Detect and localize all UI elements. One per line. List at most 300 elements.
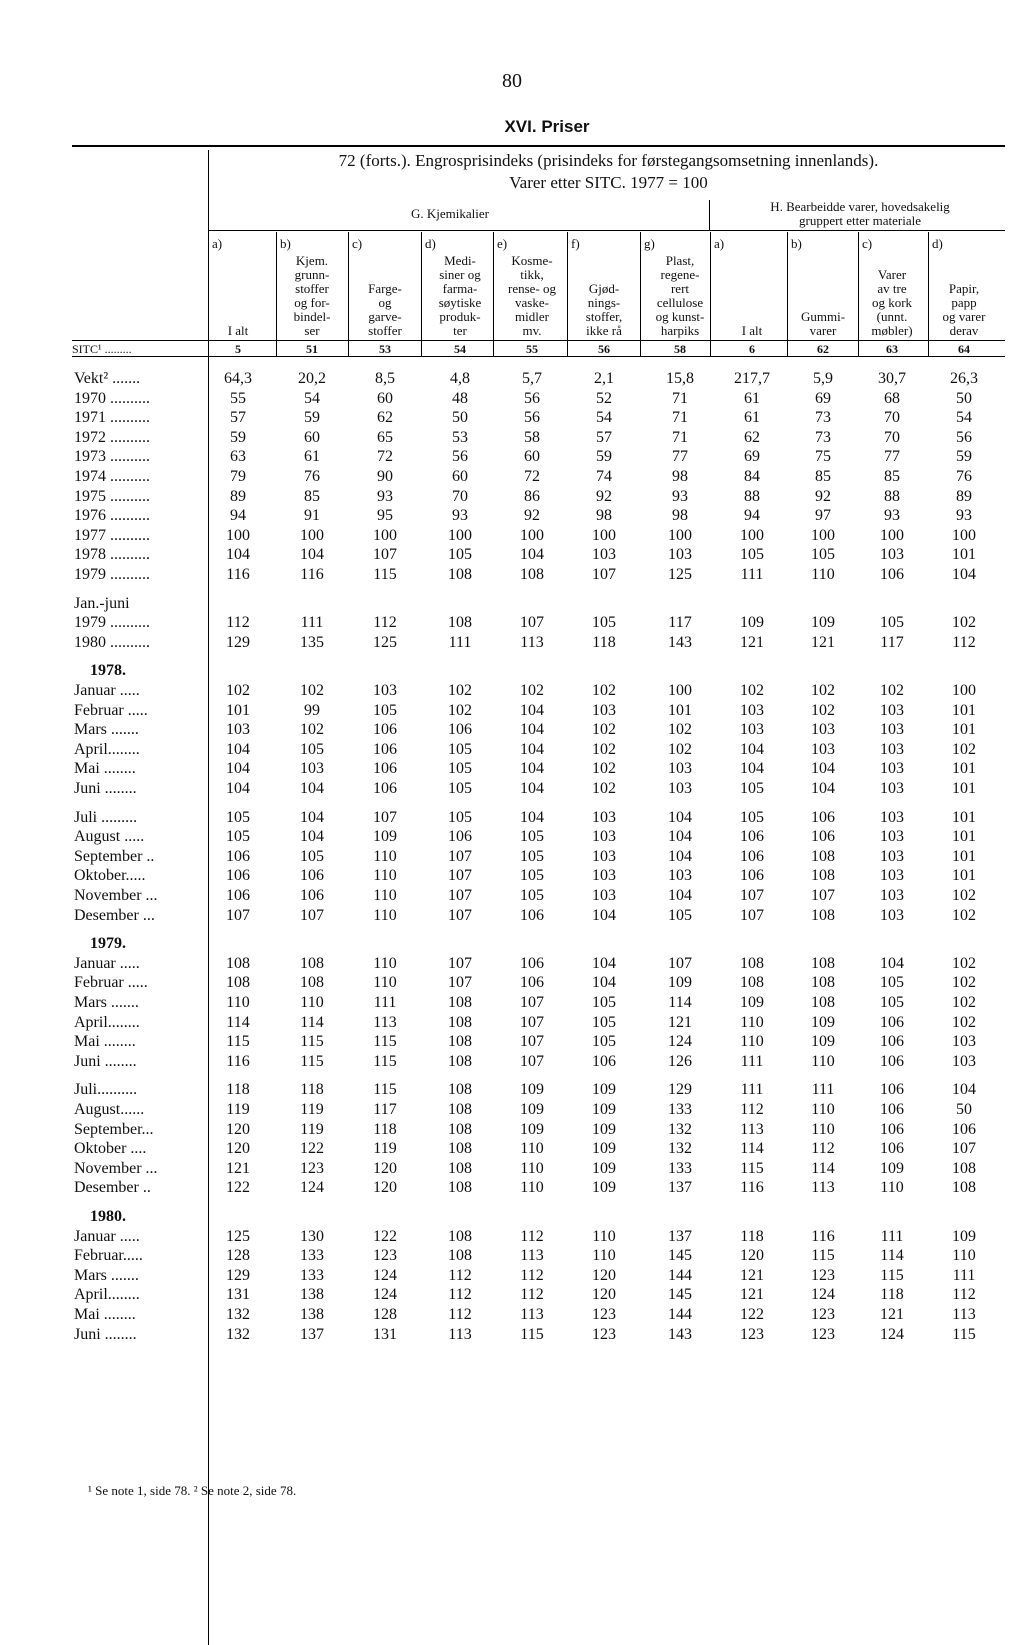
- table-cell: 107: [448, 867, 472, 885]
- table-cell: 105: [592, 614, 616, 632]
- table-cell: 110: [592, 1227, 616, 1245]
- table-cell: 110: [811, 1120, 835, 1138]
- table-cell: 102: [952, 906, 976, 924]
- table-cell: 110: [811, 566, 835, 583]
- table-cell: 110: [740, 1033, 764, 1051]
- table-cell: 110: [811, 1052, 835, 1070]
- table-cell: 121: [740, 1286, 764, 1304]
- table-cell: 110: [226, 994, 250, 1011]
- table-cell: 113: [520, 1306, 544, 1323]
- table-cell: 108: [448, 1227, 472, 1245]
- table-cell: 61: [744, 409, 760, 427]
- column-header-line: I alt: [227, 323, 249, 338]
- table-cell: 114: [811, 1159, 835, 1177]
- table-cell: 133: [668, 1159, 692, 1177]
- table-cell: 112: [520, 1227, 544, 1245]
- table-cell: 109: [811, 1033, 835, 1051]
- table-cell: 108: [740, 954, 764, 972]
- column-header-line: og for-: [294, 295, 330, 310]
- table-cell: 125: [373, 633, 397, 651]
- table-cell: 111: [300, 614, 324, 632]
- table-cell: 104: [952, 1081, 976, 1099]
- column-header: [926, 282, 1002, 338]
- table-cell: 108: [811, 847, 835, 865]
- table-cell: 97: [815, 507, 831, 525]
- table-cell: 145: [668, 1247, 692, 1265]
- row-label: Oktober ....: [74, 1140, 147, 1158]
- table-cell: 103: [880, 808, 904, 826]
- table-cell: 101: [952, 701, 976, 719]
- table-cell: 115: [811, 1247, 835, 1265]
- table-cell: 105: [520, 867, 544, 885]
- column-header-line: regene-: [660, 267, 700, 282]
- table-cell: 61: [744, 389, 760, 407]
- table-cell: 56: [452, 448, 468, 466]
- table-cell: 108: [226, 974, 250, 992]
- table-cell: 118: [740, 1227, 764, 1245]
- table-cell: 112: [811, 1140, 835, 1158]
- row-label: Juli..........: [74, 1081, 138, 1099]
- column-header-line: farma-: [442, 281, 478, 296]
- table-cell: 93: [377, 487, 393, 505]
- table-cell: 55: [230, 389, 246, 407]
- table-cell: 88: [884, 487, 900, 505]
- table-cell: 143: [668, 1325, 692, 1343]
- table-cell: 117: [668, 614, 692, 632]
- table-cell: 50: [956, 389, 972, 407]
- footnote: ¹ Se note 1, side 78. ² Se note 2, side 78.: [88, 1483, 297, 1498]
- column-code: 55: [526, 342, 538, 356]
- table-cell: 103: [952, 1033, 976, 1051]
- column-header-line: og: [378, 295, 392, 310]
- table-cell: 105: [226, 828, 250, 846]
- table-cell: 106: [448, 721, 472, 739]
- table-cell: 26,3: [950, 370, 978, 387]
- column-code: 63: [886, 342, 898, 356]
- table-cell: 107: [373, 546, 397, 564]
- table-title-line2: Varer etter SITC. 1977 = 100: [509, 173, 708, 192]
- table-cell: 59: [956, 448, 972, 466]
- table-cell: 108: [448, 1120, 472, 1138]
- column-header: [422, 254, 498, 338]
- sitc-label: SITC¹ .........: [72, 342, 132, 356]
- table-cell: 104: [668, 887, 692, 904]
- table-cell: 119: [300, 1120, 324, 1138]
- table-cell: 104: [520, 780, 544, 797]
- table-cell: 103: [668, 546, 692, 564]
- table-cell: 106: [880, 1052, 904, 1070]
- table-cell: 128: [373, 1306, 397, 1323]
- row-label: Mars .......: [74, 721, 139, 739]
- table-cell: 115: [373, 1033, 397, 1051]
- table-cell: 104: [811, 760, 835, 778]
- table-cell: 106: [373, 721, 397, 739]
- table-cell: 104: [226, 780, 250, 797]
- table-cell: 112: [740, 1101, 764, 1118]
- table-cell: 73: [815, 428, 831, 446]
- table-cell: 103: [880, 780, 904, 797]
- table-cell: 129: [668, 1081, 692, 1099]
- table-cell: 108: [448, 614, 472, 632]
- table-cell: 59: [304, 409, 320, 427]
- table-cell: 120: [592, 1286, 616, 1304]
- table-cell: 110: [520, 1179, 544, 1197]
- table-cell: 106: [811, 828, 835, 846]
- table-cell: 5,7: [522, 370, 542, 387]
- table-cell: 100: [373, 526, 397, 544]
- table-cell: 105: [880, 994, 904, 1011]
- table-cell: 118: [880, 1286, 904, 1304]
- table-cell: 106: [880, 566, 904, 583]
- table-cell: 109: [880, 1159, 904, 1177]
- column-header-line: siner og: [439, 267, 481, 282]
- table-cell: 128: [226, 1247, 250, 1265]
- table-cell: 72: [377, 448, 393, 466]
- table-cell: 109: [952, 1227, 976, 1245]
- table-cell: 110: [373, 906, 397, 924]
- table-cell: 105: [740, 780, 764, 797]
- table-cell: 104: [668, 847, 692, 865]
- table-cell: 102: [952, 974, 976, 992]
- column-header-line: Farge-: [368, 281, 402, 296]
- row-label: Jan.-juni: [74, 594, 130, 612]
- column-code: 58: [674, 342, 686, 356]
- table-cell: 109: [592, 1120, 616, 1138]
- row-label: Februar.....: [74, 1247, 143, 1265]
- table-cell: 102: [592, 740, 616, 758]
- table-cell: 110: [520, 1140, 544, 1158]
- table-cell: 70: [452, 487, 468, 505]
- table-cell: 94: [230, 507, 246, 525]
- table-cell: 137: [300, 1325, 324, 1343]
- column-header-line: stoffer: [295, 281, 329, 296]
- table-cell: 109: [811, 614, 835, 632]
- table-cell: 109: [592, 1101, 616, 1118]
- table-cell: 104: [668, 808, 692, 826]
- table-cell: 104: [740, 760, 764, 778]
- table-cell: 122: [300, 1140, 324, 1158]
- table-cell: 103: [373, 682, 397, 699]
- table-cell: 109: [592, 1159, 616, 1177]
- group-g-heading: G. Kjemikalier: [411, 206, 489, 221]
- column-header-line: grunn-: [294, 267, 330, 282]
- row-label: 1974 ..........: [74, 468, 150, 485]
- table-cell: 122: [740, 1306, 764, 1323]
- table-cell: 106: [740, 867, 764, 885]
- row-label: Juli .........: [74, 808, 138, 826]
- table-cell: 74: [596, 468, 612, 485]
- table-cell: 103: [880, 887, 904, 904]
- table-cell: 123: [740, 1325, 764, 1343]
- table-cell: 109: [520, 1081, 544, 1099]
- table-cell: 109: [592, 1179, 616, 1197]
- column-header-line: bindel-: [293, 309, 331, 324]
- column-letter: a): [714, 236, 725, 251]
- table-cell: 114: [668, 994, 692, 1011]
- table-cell: 109: [668, 974, 692, 992]
- row-label: Januar .....: [74, 954, 140, 972]
- table-cell: 101: [226, 701, 250, 719]
- row-label: Juni ........: [74, 780, 137, 797]
- table-cell: 107: [592, 566, 616, 583]
- table-cell: 107: [448, 906, 472, 924]
- table-cell: 53: [452, 428, 468, 446]
- table-cell: 69: [744, 448, 760, 466]
- table-cell: 60: [304, 428, 320, 446]
- table-cell: 102: [952, 954, 976, 972]
- table-cell: 106: [740, 847, 764, 865]
- table-cell: 54: [304, 389, 320, 407]
- table-cell: 59: [230, 428, 246, 446]
- table-cell: 104: [952, 566, 976, 583]
- table-cell: 113: [952, 1306, 976, 1323]
- table-cell: 126: [668, 1052, 692, 1070]
- header-rule: [72, 340, 1005, 341]
- table-cell: 93: [672, 487, 688, 505]
- table-cell: 110: [373, 887, 397, 904]
- table-cell: 105: [811, 546, 835, 564]
- table-cell: 103: [668, 780, 692, 797]
- column-header-line: cellulose: [656, 295, 704, 310]
- table-cell: 105: [880, 974, 904, 992]
- table-cell: 103: [592, 808, 616, 826]
- column-header-line: Kjem.: [295, 253, 329, 268]
- table-cell: 103: [592, 887, 616, 904]
- table-cell: 105: [448, 760, 472, 778]
- table-cell: 110: [740, 1013, 764, 1031]
- table-cell: 102: [952, 887, 976, 904]
- table-cell: 106: [520, 954, 544, 972]
- table-cell: 106: [520, 974, 544, 992]
- table-cell: 109: [520, 1120, 544, 1138]
- table-cell: 117: [880, 633, 904, 651]
- table-cell: 108: [448, 1033, 472, 1051]
- table-cell: 122: [226, 1179, 250, 1197]
- table-cell: 103: [880, 546, 904, 564]
- table-cell: 120: [592, 1266, 616, 1284]
- row-label: Mai ........: [74, 1033, 136, 1051]
- table-cell: 120: [226, 1120, 250, 1138]
- table-cell: 112: [952, 633, 976, 651]
- table-cell: 105: [448, 546, 472, 564]
- table-cell: 104: [880, 954, 904, 972]
- table-cell: 104: [520, 760, 544, 778]
- column-header: [714, 324, 790, 338]
- table-cell: 90: [377, 468, 393, 485]
- table-cell: 85: [304, 487, 320, 505]
- table-cell: 131: [226, 1286, 250, 1304]
- table-cell: 123: [592, 1306, 616, 1323]
- table-cell: 100: [811, 526, 835, 544]
- table-cell: 102: [448, 682, 472, 699]
- table-cell: 108: [448, 566, 472, 583]
- row-label: April........: [74, 740, 140, 758]
- table-cell: 68: [884, 389, 900, 407]
- column-header-line: Gjød-: [588, 281, 620, 296]
- table-cell: 89: [956, 487, 972, 505]
- table-cell: 125: [226, 1227, 250, 1245]
- table-cell: 120: [373, 1159, 397, 1177]
- table-cell: 123: [811, 1266, 835, 1284]
- table-cell: 121: [668, 1013, 692, 1031]
- table-cell: 100: [448, 526, 472, 544]
- table-cell: 99: [304, 701, 320, 719]
- table-cell: 105: [740, 546, 764, 564]
- column-header-line: I alt: [741, 323, 763, 338]
- table-cell: 103: [668, 867, 692, 885]
- table-cell: 92: [524, 507, 540, 525]
- table-cell: 75: [815, 448, 831, 466]
- table-cell: 105: [448, 740, 472, 758]
- table-cell: 137: [668, 1227, 692, 1245]
- table-cell: 107: [448, 974, 472, 992]
- table-cell: 76: [956, 468, 972, 485]
- column-header-line: vaske-: [515, 295, 549, 310]
- column-header-line: og varer: [942, 309, 986, 324]
- table-cell: 107: [668, 954, 692, 972]
- table-cell: 103: [880, 906, 904, 924]
- table-cell: 110: [373, 974, 397, 992]
- column-code: 51: [306, 342, 318, 356]
- row-label: Mars .......: [74, 994, 139, 1011]
- table-cell: 110: [373, 954, 397, 972]
- table-cell: 123: [300, 1159, 324, 1177]
- table-cell: 113: [811, 1179, 835, 1197]
- table-cell: 104: [226, 740, 250, 758]
- table-cell: 102: [300, 682, 324, 699]
- table-cell: 118: [226, 1081, 250, 1099]
- table-cell: 98: [672, 507, 688, 525]
- column-letter: g): [644, 236, 655, 251]
- table-cell: 105: [520, 847, 544, 865]
- column-letter: d): [425, 236, 436, 251]
- table-cell: 116: [811, 1227, 835, 1245]
- table-cell: 56: [524, 389, 540, 407]
- column-letter: b): [280, 236, 291, 251]
- table-cell: 112: [952, 1286, 976, 1304]
- column-header-line: av tre: [877, 281, 907, 296]
- table-cell: 106: [373, 760, 397, 778]
- table-cell: 106: [592, 1052, 616, 1070]
- row-label: 1975 ..........: [74, 487, 150, 505]
- column-header: [494, 254, 570, 338]
- table-cell: 100: [300, 526, 324, 544]
- table-cell: 54: [956, 409, 972, 427]
- table-cell: 104: [300, 808, 324, 826]
- table-cell: 103: [300, 760, 324, 778]
- table-cell: 104: [226, 760, 250, 778]
- table-cell: 106: [880, 1081, 904, 1099]
- table-cell: 108: [811, 867, 835, 885]
- table-cell: 123: [592, 1325, 616, 1343]
- column-header-line: Gummi-: [800, 309, 846, 324]
- table-cell: 57: [230, 409, 246, 427]
- table-cell: 104: [520, 740, 544, 758]
- table-cell: 108: [952, 1179, 976, 1197]
- table-cell: 109: [520, 1101, 544, 1118]
- table-cell: 85: [815, 468, 831, 485]
- table-cell: 105: [668, 906, 692, 924]
- table-cell: 116: [300, 566, 324, 583]
- table-cell: 103: [880, 847, 904, 865]
- table-cell: 103: [740, 701, 764, 719]
- table-cell: 109: [592, 1081, 616, 1099]
- table-cell: 107: [448, 954, 472, 972]
- table-cell: 110: [373, 867, 397, 885]
- table-cell: 114: [300, 1013, 324, 1031]
- table-cell: 93: [884, 507, 900, 525]
- table-cell: 60: [524, 448, 540, 466]
- table-cell: 102: [952, 994, 976, 1011]
- table-cell: 71: [672, 409, 688, 427]
- table-cell: 64,3: [224, 370, 252, 387]
- table-cell: 112: [226, 614, 250, 632]
- column-header-line: nings-: [587, 295, 621, 310]
- table-cell: 50: [452, 409, 468, 427]
- table-cell: 105: [226, 808, 250, 826]
- column-header-line: Papir,: [948, 281, 980, 296]
- table-cell: 101: [952, 828, 976, 846]
- row-label: September...: [74, 1120, 154, 1138]
- table-cell: 108: [448, 1052, 472, 1070]
- table-cell: 108: [952, 1159, 976, 1177]
- table-cell: 106: [880, 1120, 904, 1138]
- column-letter: e): [497, 236, 508, 251]
- table-cell: 116: [226, 1052, 250, 1070]
- table-cell: 104: [592, 906, 616, 924]
- table-cell: 105: [448, 780, 472, 797]
- row-label: 1980 ..........: [74, 633, 150, 651]
- table-cell: 123: [373, 1247, 397, 1265]
- table-cell: 100: [226, 526, 250, 544]
- column-header-line: ser: [304, 323, 320, 338]
- table-cell: 100: [592, 526, 616, 544]
- table-cell: 113: [520, 633, 544, 651]
- table-cell: 106: [811, 808, 835, 826]
- table-cell: 106: [952, 1120, 976, 1138]
- table-cell: 108: [811, 906, 835, 924]
- row-label: Mars .......: [74, 1266, 139, 1284]
- table-cell: 102: [592, 780, 616, 797]
- table-cell: 121: [740, 633, 764, 651]
- table-cell: 100: [952, 526, 976, 544]
- row-label: 1976 ..........: [74, 507, 150, 525]
- table-cell: 110: [880, 1179, 904, 1197]
- row-label: 1979 ..........: [74, 614, 150, 632]
- table-cell: 103: [880, 701, 904, 719]
- column-code: 54: [454, 342, 466, 356]
- table-cell: 95: [377, 507, 393, 525]
- table-cell: 107: [740, 906, 764, 924]
- row-label: Januar .....: [74, 682, 140, 699]
- table-cell: 122: [373, 1227, 397, 1245]
- table-cell: 115: [300, 1052, 324, 1070]
- table-cell: 107: [300, 906, 324, 924]
- table-cell: 112: [520, 1266, 544, 1284]
- column-header: [274, 254, 350, 338]
- table-cell: 106: [448, 828, 472, 846]
- column-letter: a): [212, 236, 223, 251]
- group-h-line2: gruppert etter materiale: [799, 213, 921, 228]
- group-divider: [709, 200, 710, 230]
- table-cell: 114: [226, 1013, 250, 1031]
- table-cell: 106: [740, 828, 764, 846]
- column-header-line: rense- og: [507, 281, 556, 296]
- table-cell: 110: [592, 1247, 616, 1265]
- table-cell: 102: [811, 701, 835, 719]
- column-header-line: stoffer: [368, 323, 402, 338]
- table-cell: 111: [952, 1266, 976, 1284]
